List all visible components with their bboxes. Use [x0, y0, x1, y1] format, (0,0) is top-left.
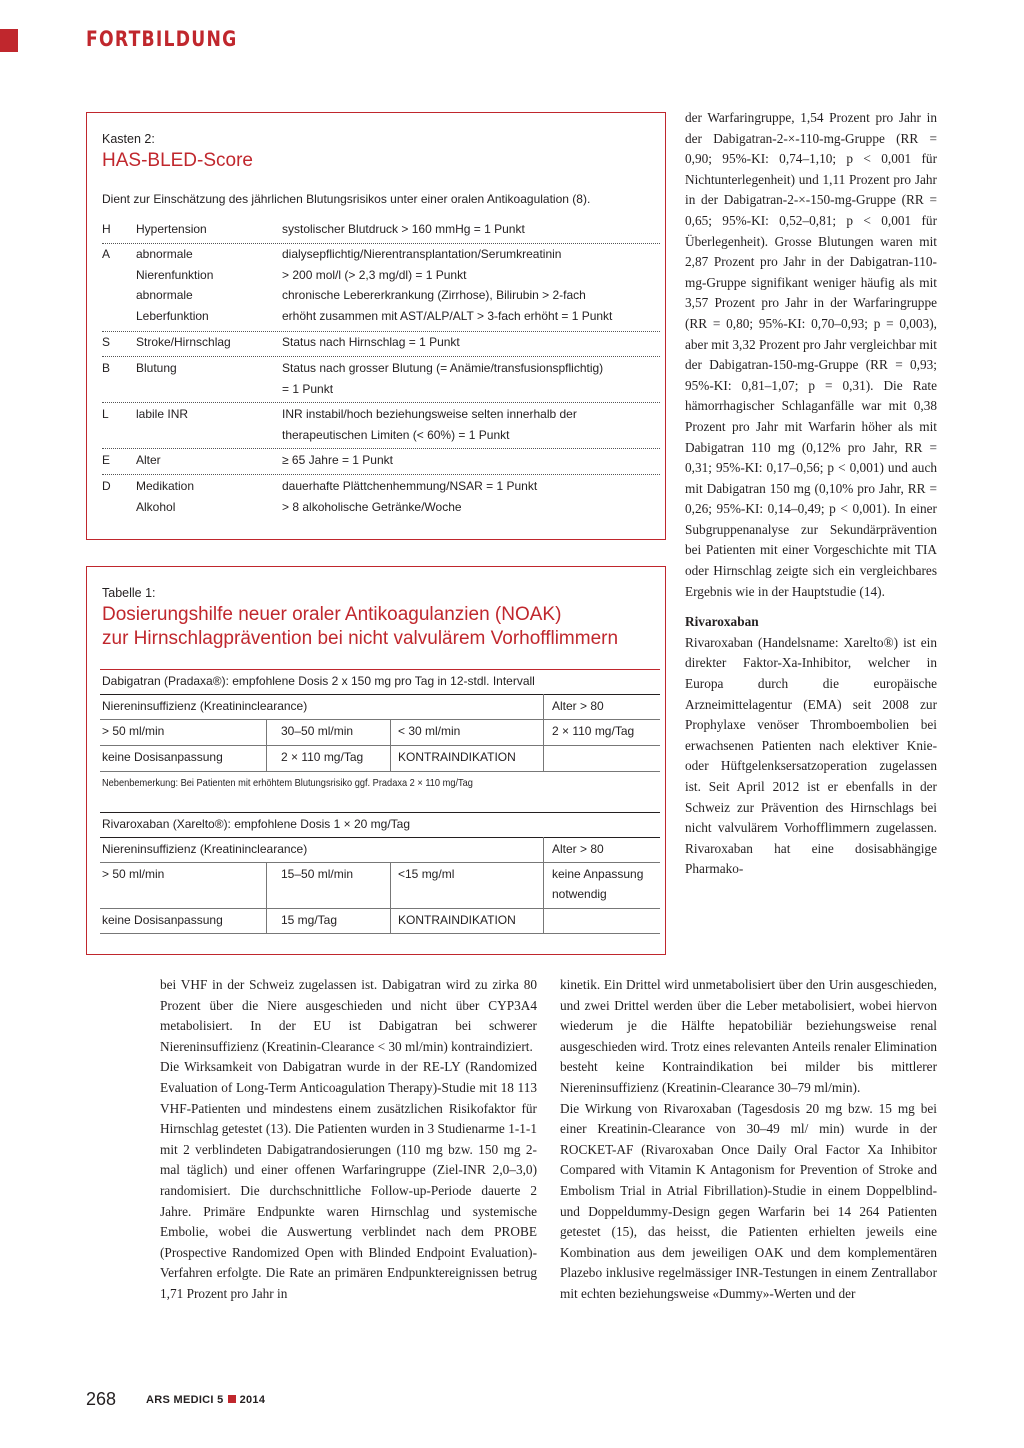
box-title: HAS-BLED-Score: [102, 150, 253, 171]
body-paragraph: der Warfaringruppe, 1,54 Prozent pro Jahr in der Dabigatran-2-×-110-mg-Gruppe (RR = 0,90; 95%-KI: 0,74–1,10; p < 0,001 für Nichtunterlegenheit) und 1,11 Prozent pro Jahr in der Dabigatran-2-×-150-mg-Gruppe (RR = 0,65; 95%-KI: 0,52–0,81; p < 0,001 für Überlegenheit). Grosse Blutungen waren mit 2,87 Prozent pro Jahr in der Dabigatran-110-mg-Gruppe signifikant weniger häufig als mit 3,57 Prozent pro Jahr in der Warfaringruppe (RR = 0,80; 95%-KI: 0,70–0,93; p = 0,003), aber mit 3,32 Prozent pro Jahr vergleichbar mit der Dabigatran-150-mg-Gruppe (RR = 0,93; 95%-KI: 0,81–1,07; p = 0,31). Die Rate hämorrhagischer Schlaganfälle war mit 0,38 Prozent pro Jahr mit Warfarin höher als mit Dabigatran 110 mg (0,12% pro Jahr, RR = 0,31; 95%-KI: 0,17–0,56; p < 0,001) und auch mit Dabigatran 150 mg (0,10% pro Jahr, RR = 0,26; 95%-KI: 0,14–0,49; p < 0,001). In einer Subgruppenanalyse zur Sekundärprävention bei Patienten mit einer Vorgeschichte mit TIA oder Hirnschlag zeigte sich ein vergleichbares Ergebnis wie in der Hauptstudie (14).: [685, 110, 937, 599]
table-cell: <15 mg/ml: [398, 867, 455, 881]
score-name: abnormale: [136, 288, 193, 302]
score-row-e: [102, 450, 660, 475]
score-name: Stroke/Hirnschlag: [136, 335, 231, 349]
score-name: Blutung: [136, 361, 177, 375]
divider: [100, 669, 660, 670]
score-name: labile INR: [136, 407, 189, 421]
table-cell: keine Anpassung: [552, 867, 644, 881]
score-letter: E: [102, 453, 111, 467]
has-bled-box: [86, 112, 666, 540]
table-cell: < 30 ml/min: [398, 724, 461, 738]
renal-label: Niereninsuffizienz (Kreatininclearance): [102, 699, 308, 713]
score-letter: H: [102, 222, 111, 236]
body-column-middle: [560, 975, 937, 1305]
column-rule: [266, 719, 267, 771]
journal-name: ARS MEDICI 5: [146, 1394, 224, 1406]
divider: [100, 745, 660, 746]
score-row-b: [102, 358, 660, 403]
section-title: FORTBILDUNG: [86, 27, 238, 51]
table-cell: KONTRAINDIKATION: [398, 913, 516, 927]
score-desc: therapeutischen Limiten (< 60%) = 1 Punkt: [282, 427, 510, 442]
score-name: Alter: [136, 453, 161, 467]
body-paragraph: bei VHF in der Schweiz zugelassen ist. Dabigatran wird zu zirka 80 Prozent über die Niere ausgeschieden und nicht über CYP3A4 metabolisiert. In der EU ist Dabigatran bei schwerer Niereninsuffizienz (Kreatinin-Clearance < 30 ml/min) kontraindiziert.: [160, 977, 537, 1054]
score-desc: dialysepflichtig/Nierentransplantation/Serumkreatinin: [282, 247, 562, 261]
table-cell: keine Dosisanpassung: [102, 750, 223, 764]
age-label: Alter > 80: [552, 842, 604, 856]
table-cell: 15 mg/Tag: [281, 913, 338, 927]
score-row-h: [102, 219, 660, 244]
renal-label: Niereninsuffizienz (Kreatininclearance): [102, 842, 308, 856]
score-desc: chronische Lebererkrankung (Zirrhose), Bilirubin > 2-fach: [282, 288, 586, 302]
divider: [100, 812, 660, 813]
table-cell: keine Dosisanpassung: [102, 913, 223, 927]
column-rule: [543, 837, 544, 933]
divider: [100, 862, 660, 863]
dosage-table-box: [86, 566, 666, 955]
footer-square-marker: [228, 1395, 236, 1403]
section-marker: [0, 29, 18, 52]
table-cell: 2 × 110 mg/Tag: [552, 724, 635, 738]
box-caption: Kasten 2:: [102, 132, 155, 146]
table-cell: 15–50 ml/min: [281, 867, 354, 881]
table-cell: > 50 ml/min: [102, 867, 165, 881]
table-caption: Tabelle 1:: [102, 586, 156, 600]
score-row-s: [102, 332, 660, 357]
table-title-line2: zur Hirnschlagprävention bei nicht valvulärem Vorhofflimmern: [102, 628, 619, 649]
score-desc: Status nach Hirnschlag = 1 Punkt: [282, 335, 460, 349]
body-paragraph: kinetik. Ein Drittel wird unmetabolisiert über den Urin ausgeschieden, und zwei Drittel werden über die Leber metabolisiert, wobei hiervon wiederum je die Hälfte hepatobiliär beziehungsweise renal ausgeschieden wird. Trotz eines relevanten Anteils renaler Elimination besteht keine Kontraindikation bei milder bis mittlerer Niereninsuffizienz (Kreatinin-Clearance 30–79 ml/min).: [560, 977, 937, 1095]
table-cell: KONTRAINDIKATION: [398, 750, 516, 764]
body-paragraph: Die Wirksamkeit von Dabigatran wurde in der RE-LY (Randomized Evaluation of Long-Term Anticoagulation Therapy)-Studie mit 18 113 VHF-Patienten und mindestens einem zusätzlichen Risikofaktor für Hirnschlag getestet (13). Die Patienten wurden in 3 Studienarme 1-1-1 mit 2 verblindeten Dabigatrandosierungen (110 mg bzw. 150 mg 2-mal täglich) und einer offenen Warfaringruppe (Ziel-INR 2,0–3,0) randomisiert. Die durchschnittliche Follow-up-Periode dauerte 2 Jahre. Primäre Endpunkte waren Hirnschlag und systemische Embolie, wobei die Auswertung verblindet nach dem PROBE (Prospective Randomized Open with Blinded Endpoint Evaluation)-Verfahren erfolgte. Die Rate an primären Endpunktereignissen betrug 1,71 Prozent pro Jahr in: [160, 1059, 537, 1301]
body-paragraph: Die Wirkung von Rivaroxaban (Tagesdosis 20 mg bzw. 15 mg bei einer Kreatinin-Clearance von 30–49 ml/ min) wurde in der ROCKET-AF (Rivaroxaban Once Daily Oral Factor Xa Inhibitor Compared with Vitamin K Antagonism for Prevention of Stroke and Embolism Trial in Atrial Fibrillation)-Studie in einem Doppelblind- und Doppeldummy-Design gegen Warfarin bei 14 264 Patienten getestet (15), das heisst, die Patienten erhielten jeweils eine Kombination aus dem jeweiligen OAK und dem komplementären Plazebo inklusive regelmässiger INR-Testungen in einem Zentrallabor mit echten beziehungsweise «Dummy»-Werten und der: [560, 1100, 937, 1301]
table-cell: 2 × 110 mg/Tag: [281, 750, 364, 764]
score-desc: dauerhafte Plättchenhemmung/NSAR = 1 Punkt: [282, 479, 538, 493]
column-rule: [390, 862, 391, 933]
body-column-left: [160, 975, 537, 1305]
score-letter: B: [102, 361, 111, 375]
score-desc: > 200 mol/l (> 2,3 mg/dl) = 1 Punkt: [282, 267, 467, 282]
score-letter: S: [102, 335, 111, 349]
body-paragraph: Rivaroxaban (Handelsname: Xarelto®) ist ein direkter Faktor-Xa-Inhibitor, welcher in Europa durch die europäische Arzneimittelagentur (EMA) seit 2008 zur Prophylaxe venöser Thromboembolien bei erwachsenen Patienten nach elektiver Knie- oder Hüftgelenksersatzoperation zugelassen ist. Seit April 2012 ist er ebenfalls in der Schweiz zur Prävention des Hirnschlags bei nicht valvulärem Vorhofflimmern zugelassen. Rivaroxaban hat eine dosisabhängige Pharmako-: [685, 634, 937, 877]
score-row-d: [102, 476, 660, 520]
journal-year: 2014: [239, 1394, 266, 1406]
column-rule: [390, 719, 391, 771]
score-desc: erhöht zusammen mit AST/ALP/ALT > 3-fach erhöht = 1 Punkt: [282, 308, 613, 323]
score-desc: ≥ 65 Jahre = 1 Punkt: [282, 453, 393, 467]
dabigatran-heading: Dabigatran (Pradaxa®): empfohlene Dosis 2 x 150 mg pro Tag in 12-stdl. Intervall: [102, 674, 535, 688]
table-cell: notwendig: [552, 887, 607, 901]
score-name: Medikation: [136, 479, 195, 493]
score-row-l: [102, 404, 660, 449]
score-name: Hypertension: [136, 222, 207, 236]
score-desc: > 8 alkoholische Getränke/Woche: [282, 499, 462, 514]
journal-footer: [146, 1394, 265, 1406]
column-rule: [543, 694, 544, 771]
table-cell: 30–50 ml/min: [281, 724, 354, 738]
score-desc: INR instabil/hoch beziehungsweise selten innerhalb der: [282, 407, 577, 421]
table-note: Nebenbemerkung: Bei Patienten mit erhöhtem Blutungsrisiko ggf. Pradaxa 2 × 110 mg/Tag: [102, 777, 473, 789]
score-letter: D: [102, 479, 111, 493]
divider: [100, 933, 660, 934]
age-label: Alter > 80: [552, 699, 604, 713]
rivaroxaban-heading: Rivaroxaban (Xarelto®): empfohlene Dosis 1 × 20 mg/Tag: [102, 817, 410, 831]
divider: [100, 837, 660, 838]
score-desc: = 1 Punkt: [282, 381, 334, 396]
score-desc: systolischer Blutdruck > 160 mmHg = 1 Punkt: [282, 222, 525, 236]
divider: [100, 908, 660, 909]
divider: [100, 771, 660, 772]
score-name: Alkohol: [136, 499, 176, 514]
score-desc: Status nach grosser Blutung (= Anämie/transfusionspflichtig): [282, 361, 604, 375]
page-number: 268: [86, 1389, 117, 1409]
column-rule: [266, 862, 267, 933]
table-title-line1: Dosierungshilfe neuer oraler Antikoagulanzien (NOAK): [102, 604, 562, 625]
box-description: Dient zur Einschätzung des jährlichen Blutungsrisikos unter einer oralen Antikoagulation (8).: [102, 192, 591, 206]
score-name: Leberfunktion: [136, 308, 209, 323]
table-cell: > 50 ml/min: [102, 724, 165, 738]
score-name: Nierenfunktion: [136, 267, 214, 282]
score-row-a: [102, 244, 660, 332]
score-letter: L: [102, 407, 109, 421]
divider: [100, 694, 660, 695]
section-subheading: Rivaroxaban: [685, 614, 759, 630]
score-letter: A: [102, 247, 111, 261]
score-name: abnormale: [136, 247, 193, 261]
body-column-right: [685, 108, 937, 880]
divider: [100, 719, 660, 720]
